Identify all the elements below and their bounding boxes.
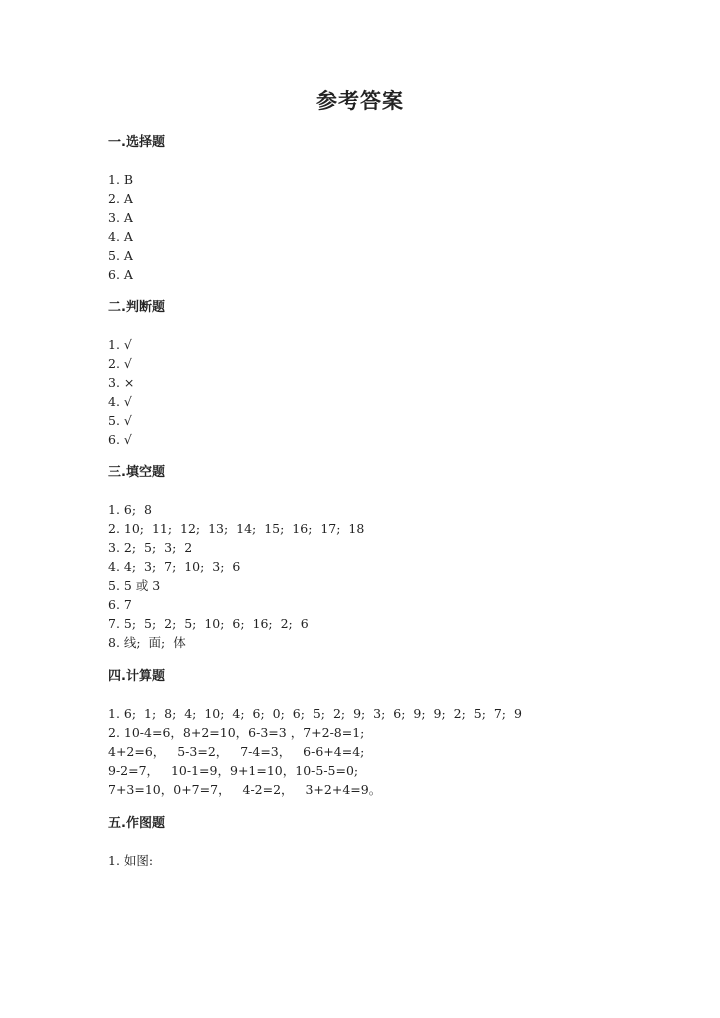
page-title: 参考答案 — [316, 89, 404, 113]
answer-line: 1. √ — [108, 337, 132, 352]
answer-line: 2. 10; 11; 12; 13; 14; 15; 16; 17; 18 — [108, 521, 365, 536]
answer-line: 4. A — [108, 229, 133, 244]
answer-line: 2. √ — [108, 356, 132, 371]
section-heading: 一.选择题 — [108, 135, 165, 150]
answer-line: 8. 线; 面; 体 — [108, 635, 186, 650]
answer-line: 4. √ — [108, 394, 132, 409]
section-fill-in-blank — [108, 463, 668, 652]
answer-line: 9-2=7， 10-1=9，9+1=10，10-5-5=0; — [108, 763, 359, 778]
section-heading: 五.作图题 — [108, 816, 165, 831]
answer-list — [108, 335, 668, 449]
answer-list — [108, 851, 668, 870]
answer-line: 3. 2; 5; 3; 2 — [108, 540, 193, 555]
answer-line: 6. 7 — [108, 597, 132, 612]
answer-line: 3. × — [108, 375, 135, 390]
section-drawing — [108, 814, 668, 870]
answer-line: 1. 6; 8 — [108, 502, 152, 517]
answer-line: 6. √ — [108, 432, 132, 447]
answer-line: 6. A — [108, 267, 133, 282]
answer-line: 4. 4; 3; 7; 10; 3; 6 — [108, 559, 241, 574]
answer-line: 1. 6; 1; 8; 4; 10; 4; 6; 0; 6; 5; 2; 9; 3; 6; 9; 9; 2; 5; 7; 9 — [108, 706, 522, 721]
section-multiple-choice — [108, 133, 668, 284]
answer-line: 5. √ — [108, 413, 132, 428]
answer-line: 2. 10-4=6，8+2=10，6-3=3 ，7+2-8=1; — [108, 725, 365, 740]
answer-line: 3. A — [108, 210, 133, 225]
section-calculation — [108, 667, 668, 799]
answer-line: 5. A — [108, 248, 133, 263]
answer-line: 4+2=6， 5-3=2， 7-4=3， 6-6+4=4; — [108, 744, 365, 759]
answer-line: 2. A — [108, 191, 133, 206]
answer-line: 5. 5 或 3 — [108, 578, 161, 593]
section-heading: 二.判断题 — [108, 300, 165, 315]
section-heading: 三.填空题 — [108, 465, 165, 480]
answer-line: 7. 5; 5; 2; 5; 10; 6; 16; 2; 6 — [108, 616, 309, 631]
answer-line: 7+3=10，0+7=7， 4-2=2， 3+2+4=9。 — [108, 782, 382, 797]
answer-list — [108, 500, 668, 652]
answer-line: 1. B — [108, 172, 134, 187]
answer-line: 1. 如图: — [108, 853, 154, 868]
answer-list — [108, 170, 668, 284]
section-heading: 四.计算题 — [108, 669, 165, 684]
answer-list — [108, 704, 668, 799]
section-true-false — [108, 298, 668, 449]
